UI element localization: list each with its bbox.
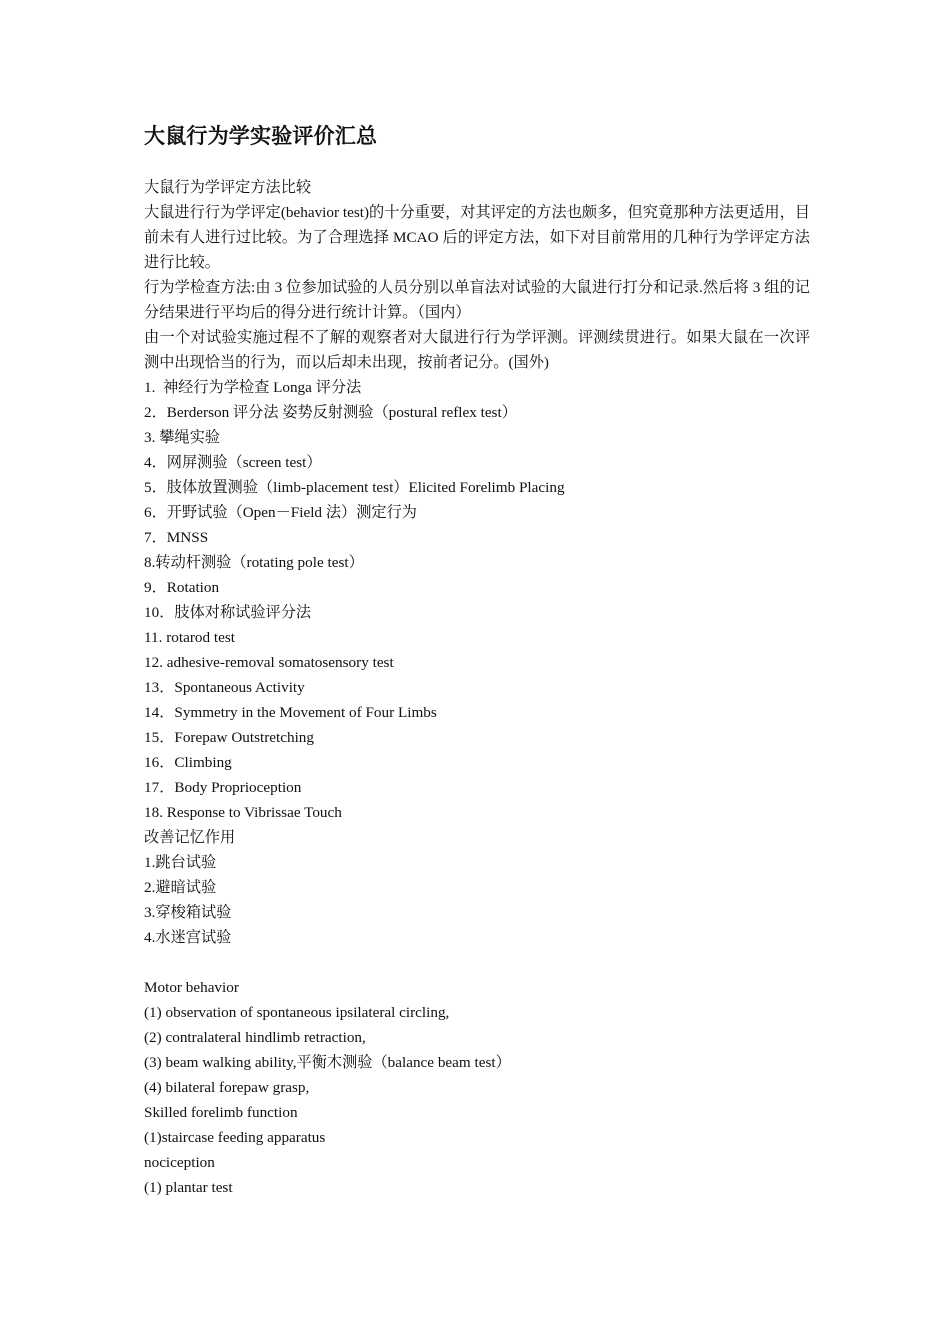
list-item: (3) beam walking ability,平衡木测验（balance beam test）: [144, 1054, 511, 1071]
list-item: 4．网屏测验（screen test）: [144, 454, 322, 471]
list-item: 9．Rotation: [144, 579, 220, 596]
list-item: 16．Climbing: [144, 754, 232, 771]
paragraph-domestic-method: 行为学检查方法:由 3 位参加试验的人员分别以单盲法对试验的大鼠进行打分和记录.然后将 3 组的记分结果进行平均后的得分进行统计计算。（国内）: [144, 279, 810, 321]
list-item: 4.水迷宫试验: [144, 929, 232, 946]
list-item: 3. 攀绳实验: [144, 429, 220, 446]
list-item: 15．Forepaw Outstretching: [144, 729, 314, 746]
document-title: 大鼠行为学实验评价汇总: [144, 124, 378, 148]
list-item: (1) observation of spontaneous ipsilateral circling,: [144, 1004, 450, 1021]
list-item: (4) bilateral forepaw grasp,: [144, 1079, 310, 1096]
memory-list: [144, 850, 810, 950]
subtitle: 大鼠行为学评定方法比较: [144, 179, 312, 196]
memory-heading: 改善记忆作用: [144, 829, 236, 846]
list-item: 2．Berderson 评分法 姿势反射测验（postural reflex test）: [144, 404, 517, 421]
list-item: (1) plantar test: [144, 1179, 233, 1196]
list-item: 1. 神经行为学检查 Longa 评分法: [144, 379, 362, 396]
list-item: 1.跳台试验: [144, 854, 217, 871]
paragraph-foreign-method: 由一个对试验实施过程不了解的观察者对大鼠进行行为学评测。评测续贯进行。如果大鼠在一次评测中出现恰当的行为，而以后却未出现，按前者记分。(国外): [144, 329, 810, 371]
list-item: 3.穿梭箱试验: [144, 904, 232, 921]
motor-heading: Motor behavior: [144, 979, 239, 996]
list-item: 10．肢体对称试验评分法: [144, 604, 312, 621]
list-item: (1)staircase feeding apparatus: [144, 1129, 326, 1146]
list-item: (2) contralateral hindlimb retraction,: [144, 1029, 366, 1046]
list-item: 11. rotarod test: [144, 629, 235, 646]
list-item: 14．Symmetry in the Movement of Four Limbs: [144, 704, 437, 721]
list-item: 13．Spontaneous Activity: [144, 679, 305, 696]
list-item: 5．肢体放置测验（limb-placement test）Elicited Forelimb Placing: [144, 479, 565, 496]
skilled-heading: Skilled forelimb function: [144, 1104, 298, 1121]
paragraph-intro: 大鼠进行行为学评定(behavior test)的十分重要，对其评定的方法也颇多，但究竟那种方法更适用，目前未有人进行过比较。为了合理选择 MCAO 后的评定方法，如下对目前常用的几种行为学评定方法进行比较。: [144, 204, 810, 271]
list-item: 17．Body Proprioception: [144, 779, 302, 796]
nociception-heading: nociception: [144, 1154, 215, 1171]
list-item: 8.转动杆测验（rotating pole test）: [144, 554, 364, 571]
list-item: 6．开野试验（Open－Field 法）测定行为: [144, 504, 417, 521]
blank-line: [144, 950, 810, 975]
motor-list: [144, 1000, 810, 1100]
document-page: [144, 118, 810, 1200]
list-item: 12. adhesive-removal somatosensory test: [144, 654, 394, 671]
list-item: 7．MNSS: [144, 529, 209, 546]
list-item: 2.避暗试验: [144, 879, 217, 896]
list-item: 18. Response to Vibrissae Touch: [144, 804, 342, 821]
methods-list: [144, 375, 810, 825]
